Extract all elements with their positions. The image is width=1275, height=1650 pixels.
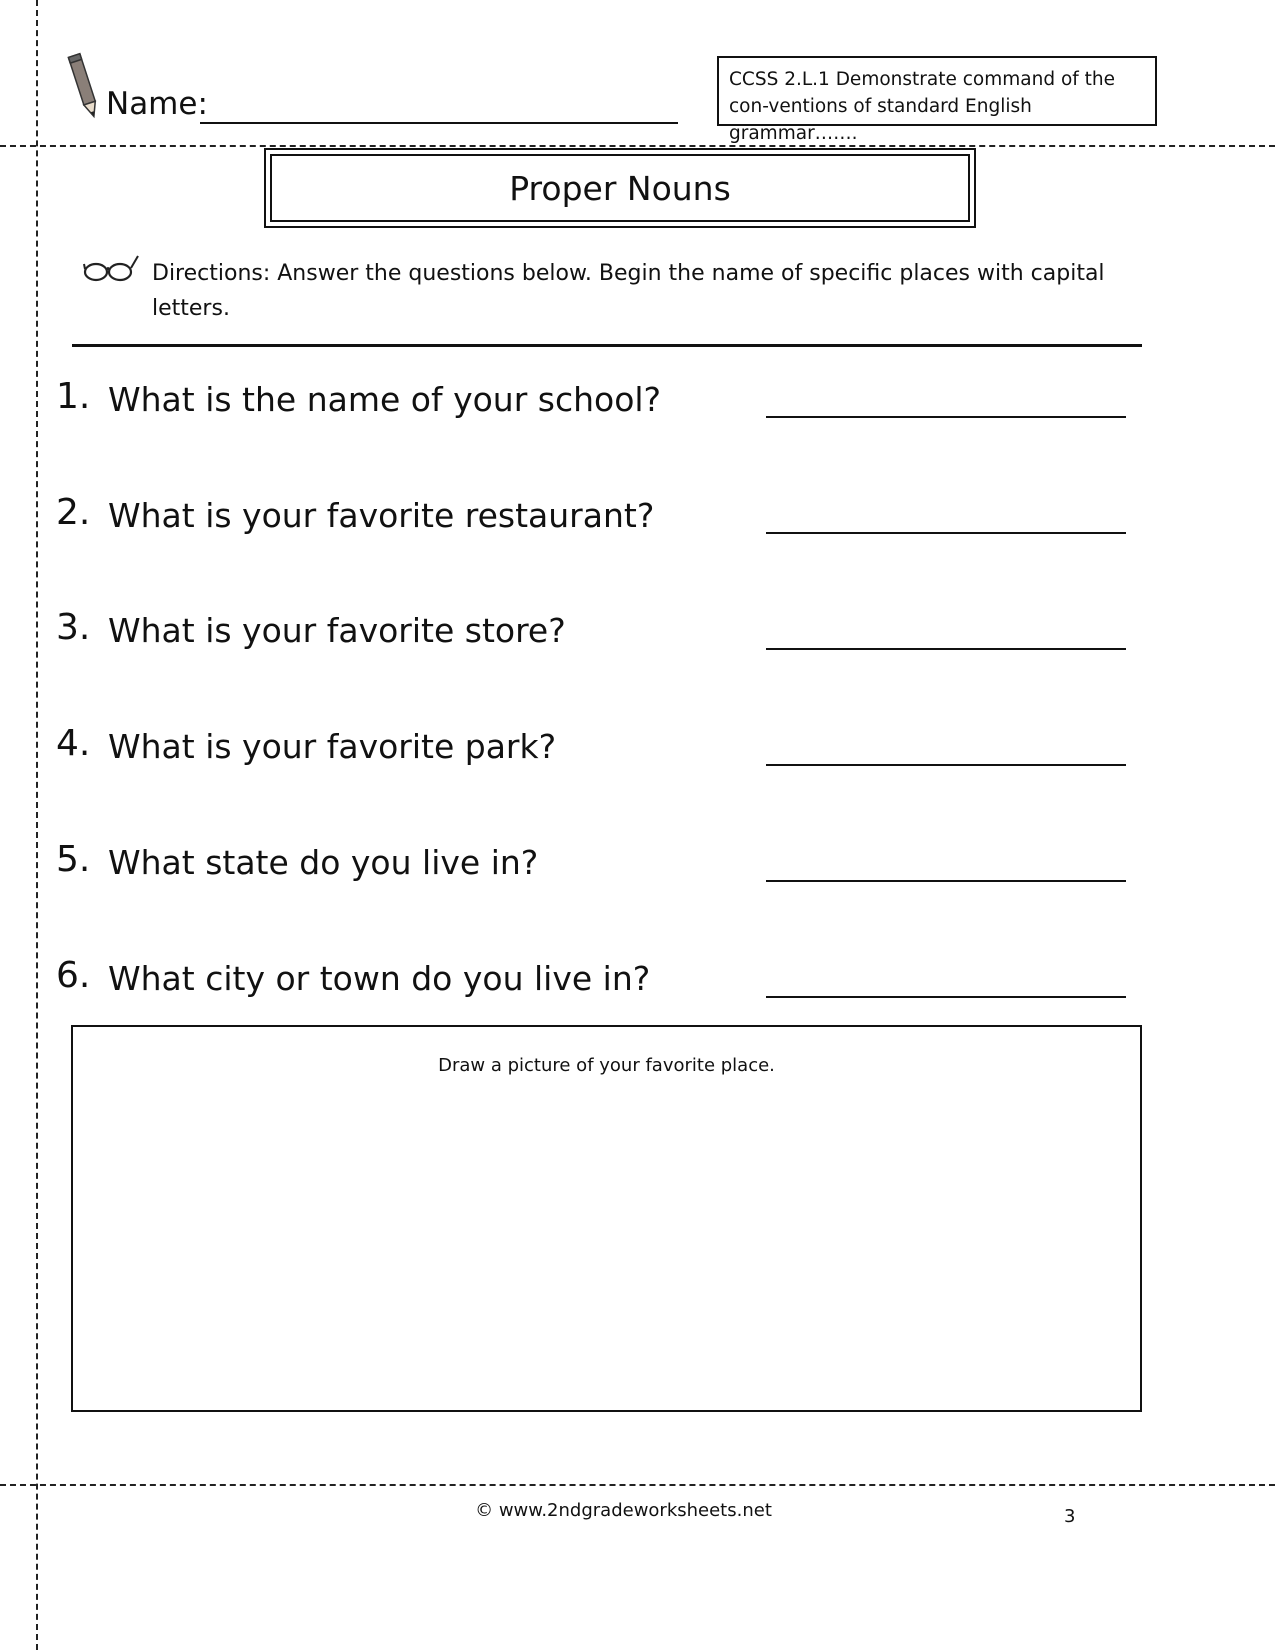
pencil-icon bbox=[62, 50, 106, 122]
drawing-area[interactable] bbox=[71, 1025, 1142, 1412]
bottom-cut-line bbox=[0, 1484, 1275, 1486]
standard-box: CCSS 2.L.1 Demonstrate command of the con-ventions of standard English grammar……. bbox=[717, 56, 1157, 126]
name-label: Name: bbox=[106, 86, 208, 122]
name-field[interactable] bbox=[200, 122, 678, 124]
question-number: 2. bbox=[56, 492, 91, 533]
question-text: What state do you live in? bbox=[108, 843, 539, 882]
question-number: 5. bbox=[56, 839, 91, 880]
footer-copyright bbox=[0, 1500, 1275, 1521]
question-text: What is the name of your school? bbox=[108, 380, 662, 419]
drawing-prompt: Draw a picture of your favorite place. bbox=[438, 1055, 775, 1076]
question-number: 6. bbox=[56, 955, 91, 996]
directions-label: Directions: bbox=[152, 261, 271, 286]
answer-field-6[interactable] bbox=[766, 996, 1126, 998]
question-number: 4. bbox=[56, 723, 91, 764]
directions bbox=[152, 256, 1132, 326]
answer-field-5[interactable] bbox=[766, 880, 1126, 882]
answer-field-2[interactable] bbox=[766, 532, 1126, 534]
question-text: What city or town do you live in? bbox=[108, 959, 651, 998]
page-title: Proper Nouns bbox=[270, 154, 970, 222]
directions-text: Answer the questions below. Begin the name of specific places with capital letters. bbox=[152, 261, 1105, 321]
answer-field-3[interactable] bbox=[766, 648, 1126, 650]
question-number: 3. bbox=[56, 607, 91, 648]
question-number: 1. bbox=[56, 376, 91, 417]
copyright-text: © www.2ndgradeworksheets.net bbox=[475, 1500, 772, 1521]
question-text: What is your favorite restaurant? bbox=[108, 496, 655, 535]
left-cut-line bbox=[36, 0, 38, 1650]
question-text: What is your favorite park? bbox=[108, 727, 557, 766]
page-number: 3 bbox=[1064, 1506, 1076, 1527]
glasses-icon bbox=[82, 252, 140, 286]
title-box bbox=[264, 148, 976, 228]
answer-field-1[interactable] bbox=[766, 416, 1126, 418]
answer-field-4[interactable] bbox=[766, 764, 1126, 766]
top-cut-line bbox=[0, 145, 1275, 147]
divider bbox=[72, 344, 1142, 347]
question-text: What is your favorite store? bbox=[108, 611, 566, 650]
